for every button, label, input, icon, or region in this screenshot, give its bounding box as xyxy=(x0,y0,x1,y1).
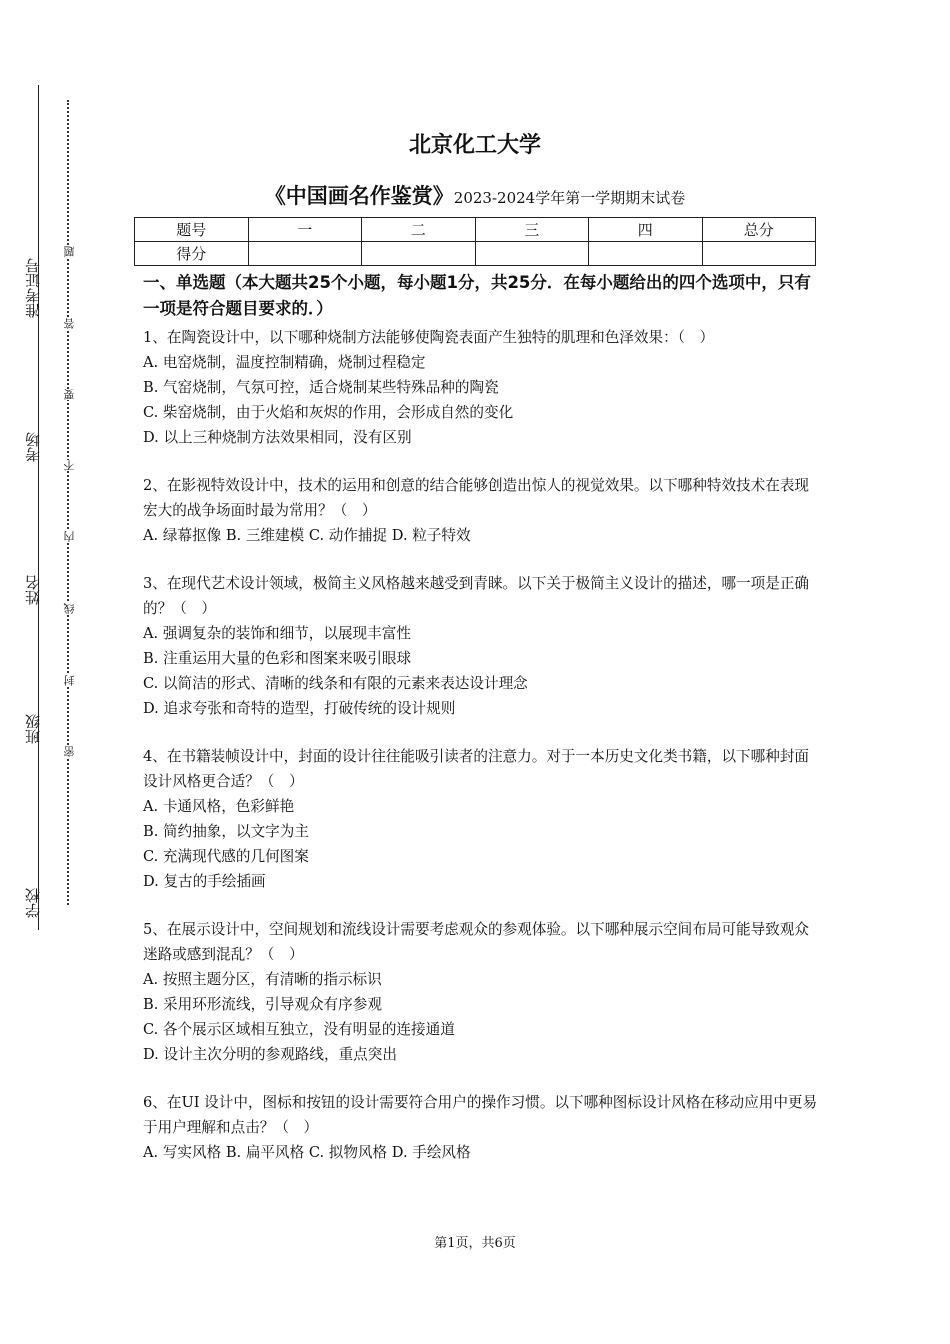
exam-subtitle xyxy=(0,180,950,210)
question-option: D. 以上三种烧制方法效果相同，没有区别 xyxy=(143,429,412,446)
question-stem: 4、在书籍装帧设计中，封面的设计往往能吸引读者的注意力。对于一本历史文化类书籍，以下哪种封面设计风格更合适？（ ） xyxy=(143,748,810,790)
question-option: A. 强调复杂的装饰和细节，以展现丰富性 xyxy=(143,625,411,642)
page-footer: 第1页，共6页 xyxy=(434,1236,516,1251)
question-option: C. 各个展示区域相互独立，没有明显的连接通道 xyxy=(143,1021,455,1038)
score-input-cell[interactable] xyxy=(248,242,362,266)
class-label: 班级 xyxy=(24,714,42,744)
question-option: B. 注重运用大量的色彩和图案来吸引眼球 xyxy=(143,650,412,667)
question xyxy=(143,473,823,548)
table-cell: 四 xyxy=(589,218,703,242)
seal-char: 不 xyxy=(63,460,76,471)
question-option: D. 追求夸张和奇特的造型，打破传统的设计规则 xyxy=(143,700,456,717)
score-input-cell[interactable] xyxy=(589,242,703,266)
seal-char: 封 xyxy=(63,675,76,686)
score-table xyxy=(134,217,816,266)
exam-room-label: 考场 xyxy=(24,432,42,462)
question-stem: 6、在UI 设计中，图标和按钮的设计需要符合用户的操作习惯。以下哪种图标设计风格在移动应用中更易于用户理解和点击？（ ） xyxy=(143,1094,818,1136)
school-label: 学校 xyxy=(24,888,42,918)
question xyxy=(143,571,823,721)
question xyxy=(143,744,823,894)
question-option: A. 写实风格 B. 扁平风格 C. 拟物风格 D. 手绘风格 xyxy=(143,1144,471,1161)
score-input-cell[interactable] xyxy=(475,242,589,266)
seal-char: 要 xyxy=(63,389,76,400)
question-option: C. 充满现代感的几何图案 xyxy=(143,848,309,865)
table-cell: 二 xyxy=(362,218,476,242)
binding-line xyxy=(38,85,39,930)
score-table-header-row xyxy=(135,218,816,242)
course-title: 《中国画名作鉴赏》 xyxy=(264,184,454,208)
seal-char: 线 xyxy=(63,603,76,614)
seal-char: 密 xyxy=(63,746,76,757)
question xyxy=(143,325,823,450)
question-option: A. 卡通风格，色彩鲜艳 xyxy=(143,798,295,815)
score-input-cell[interactable] xyxy=(362,242,476,266)
question-stem: 3、在现代艺术设计领域，极简主义风格越来越受到青睐。以下关于极简主义设计的描述，哪一项是正确的？（ ） xyxy=(143,575,810,617)
table-cell: 题号 xyxy=(135,218,249,242)
question-option: C. 柴窑烧制，由于火焰和灰烬的作用，会形成自然的变化 xyxy=(143,404,514,421)
score-table-score-row xyxy=(135,242,816,266)
exam-content xyxy=(143,270,823,1165)
university-title: 北京化工大学 xyxy=(408,133,541,158)
question-option: A. 绿幕抠像 B. 三维建模 C. 动作捕捉 D. 粒子特效 xyxy=(143,527,471,544)
exam-number-label: 准考证号 xyxy=(24,258,42,318)
question-option: D. 复古的手绘插画 xyxy=(143,873,266,890)
term-title: 2023-2024学年第一学期期末试卷 xyxy=(453,189,686,207)
question-stem: 2、在影视特效设计中，技术的运用和创意的结合能够创造出惊人的视觉效果。以下哪种特效技术在表现宏大的战争场面时最为常用？（ ） xyxy=(143,477,810,519)
question-option: D. 设计主次分明的参观路线，重点突出 xyxy=(143,1046,397,1063)
table-cell: 总分 xyxy=(702,218,816,242)
question-option: A. 电窑烧制，温度控制精确，烧制过程稳定 xyxy=(143,354,426,371)
question-stem: 1、在陶瓷设计中，以下哪种烧制方法能够使陶瓷表面产生独特的肌理和色泽效果：（ ） xyxy=(143,329,715,346)
question xyxy=(143,917,823,1067)
question-stem: 5、在展示设计中，空间规划和流线设计需要考虑观众的参观体验。以下哪种展示空间布局可能导致观众迷路或感到混乱？（ ） xyxy=(143,921,810,963)
question-option: B. 简约抽象，以文字为主 xyxy=(143,823,309,840)
question xyxy=(143,1090,823,1165)
seal-char: 答 xyxy=(63,318,76,329)
seal-line xyxy=(67,100,69,905)
question-option: B. 采用环形流线，引导观众有序参观 xyxy=(143,996,382,1013)
table-cell: 得分 xyxy=(135,242,249,266)
table-cell: 一 xyxy=(248,218,362,242)
question-option: B. 气窑烧制，气氛可控，适合烧制某些特殊品种的陶瓷 xyxy=(143,379,499,396)
question-option: A. 按照主题分区，有清晰的指示标识 xyxy=(143,971,382,988)
student-name-label: 姓名 xyxy=(24,575,42,605)
table-cell: 三 xyxy=(475,218,589,242)
seal-char: 题 xyxy=(63,246,76,257)
seal-char: 内 xyxy=(63,531,76,542)
question-option: C. 以简洁的形式、清晰的线条和有限的元素来表达设计理念 xyxy=(143,675,528,692)
section-heading: 一、单选题（本大题共25个小题，每小题1分，共25分．在每小题给出的四个选项中，只有一项是符合题目要求的．） xyxy=(143,273,811,318)
score-input-cell[interactable] xyxy=(702,242,816,266)
